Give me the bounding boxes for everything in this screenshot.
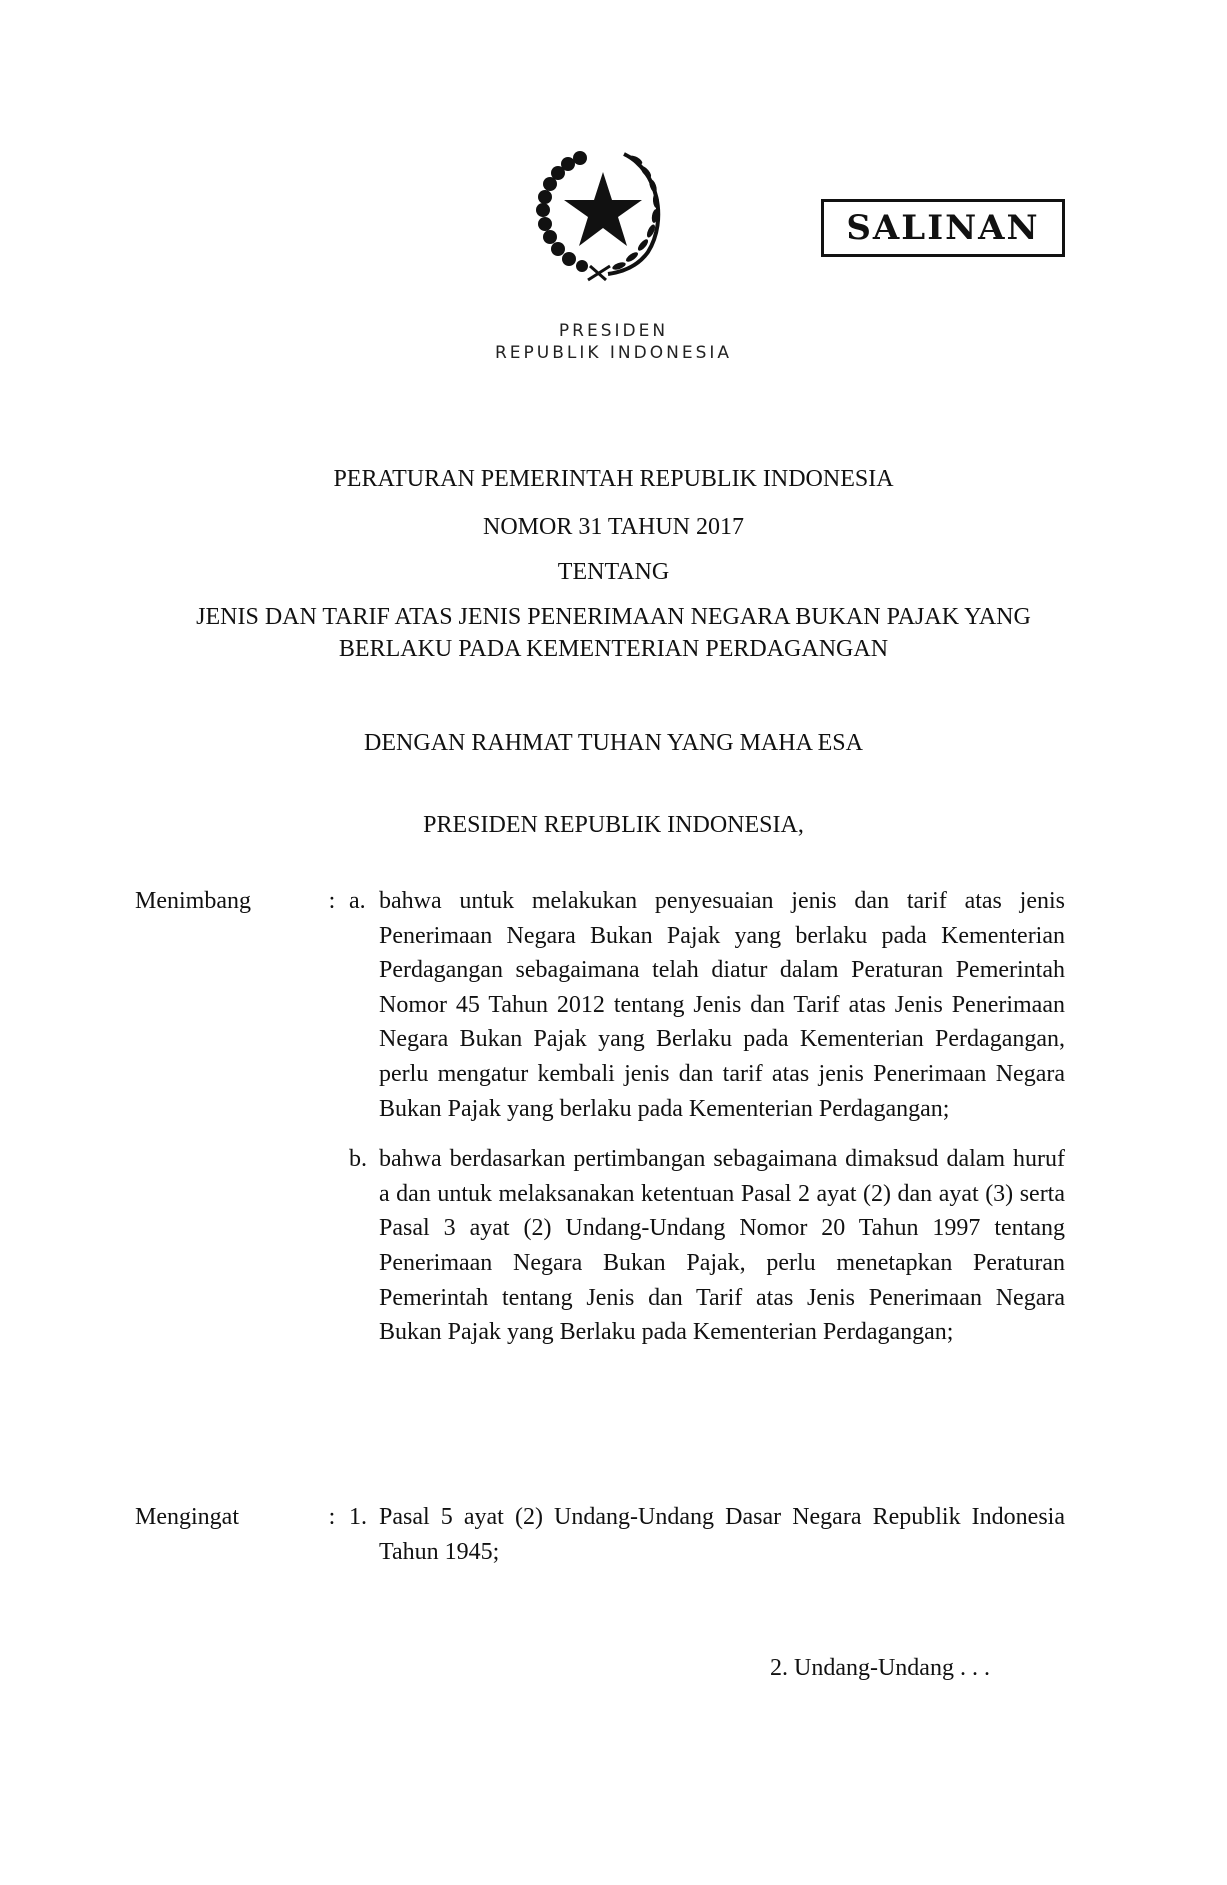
item-text: Pasal 5 ayat (2) Undang-Undang Dasar Negara Republik Indonesia Tahun 1945; bbox=[379, 1504, 1065, 1565]
regulation-title: PERATURAN PEMERINTAH REPUBLIK INDONESIA bbox=[333, 466, 894, 492]
item-marker: b. bbox=[349, 1146, 367, 1173]
invocation: DENGAN RAHMAT TUHAN YANG MAHA ESA bbox=[364, 730, 863, 756]
mengingat-label: Mengingat bbox=[135, 1504, 239, 1530]
item-text: bahwa berdasarkan pertimbangan sebagaimana dimaksud dalam huruf a dan untuk melaksanakan ketentuan Pasal 2 ayat (2) dan ayat (3) serta Pasal 3 ayat (2) Undang-Undang Nomor 20 Tahun 1997 tentang Penerimaan Negara Bukan Pajak, perlu menetapkan Peraturan Pemerintah tentang Jenis dan Tarif atas Jenis Penerimaan Negara Bukan Pajak yang Berlaku pada Kementerian Perdagangan; bbox=[379, 1146, 1065, 1346]
regulation-about-label: TENTANG bbox=[557, 559, 670, 585]
item-text: bahwa untuk melakukan penyesuaian jenis dan tarif atas jenis Penerimaan Negara Bukan Pajak yang berlaku pada Kementerian Perdagangan sebagaimana telah diatur dalam Peraturan Pemerintah Nomor 45 Tahun 2012 tentang Jenis dan Tarif atas Jenis Penerimaan Negara Bukan Pajak yang Berlaku pada Kementerian Perdagangan, perlu mengatur kembali jenis dan tarif atas jenis Penerimaan Negara Bukan Pajak yang berlaku pada Kementerian Perdagangan; bbox=[379, 888, 1065, 1122]
menimbang-colon: : bbox=[328, 888, 336, 914]
presidential-emblem-icon bbox=[528, 140, 678, 290]
institution-header bbox=[0, 320, 1227, 364]
item-marker: a. bbox=[349, 888, 366, 914]
regulation-subject-line2: BERLAKU PADA KEMENTERIAN PERDAGANGAN bbox=[338, 636, 889, 662]
menimbang-item-b bbox=[135, 1142, 1065, 1350]
institution-line-republik: REPUBLIK INDONESIA bbox=[494, 343, 733, 363]
regulation-number: NOMOR 31 TAHUN 2017 bbox=[483, 514, 744, 540]
authority-line: PRESIDEN REPUBLIK INDONESIA, bbox=[423, 812, 804, 838]
menimbang-item-a bbox=[135, 884, 1065, 1126]
menimbang-section bbox=[135, 884, 1065, 1350]
page-continuation: 2. Undang-Undang . . . bbox=[770, 1655, 990, 1681]
menimbang-label: Menimbang bbox=[135, 888, 251, 914]
item-marker: 1. bbox=[349, 1504, 367, 1530]
mengingat-section bbox=[135, 1500, 1065, 1569]
institution-line-presiden: PRESIDEN bbox=[558, 321, 669, 341]
salinan-label: SALINAN bbox=[846, 208, 1040, 248]
mengingat-item-1 bbox=[135, 1500, 1065, 1569]
mengingat-colon: : bbox=[328, 1504, 336, 1530]
salinan-stamp bbox=[821, 199, 1065, 257]
regulation-subject-line1: JENIS DAN TARIF ATAS JENIS PENERIMAAN NEGARA BUKAN PAJAK YANG bbox=[196, 604, 1031, 630]
